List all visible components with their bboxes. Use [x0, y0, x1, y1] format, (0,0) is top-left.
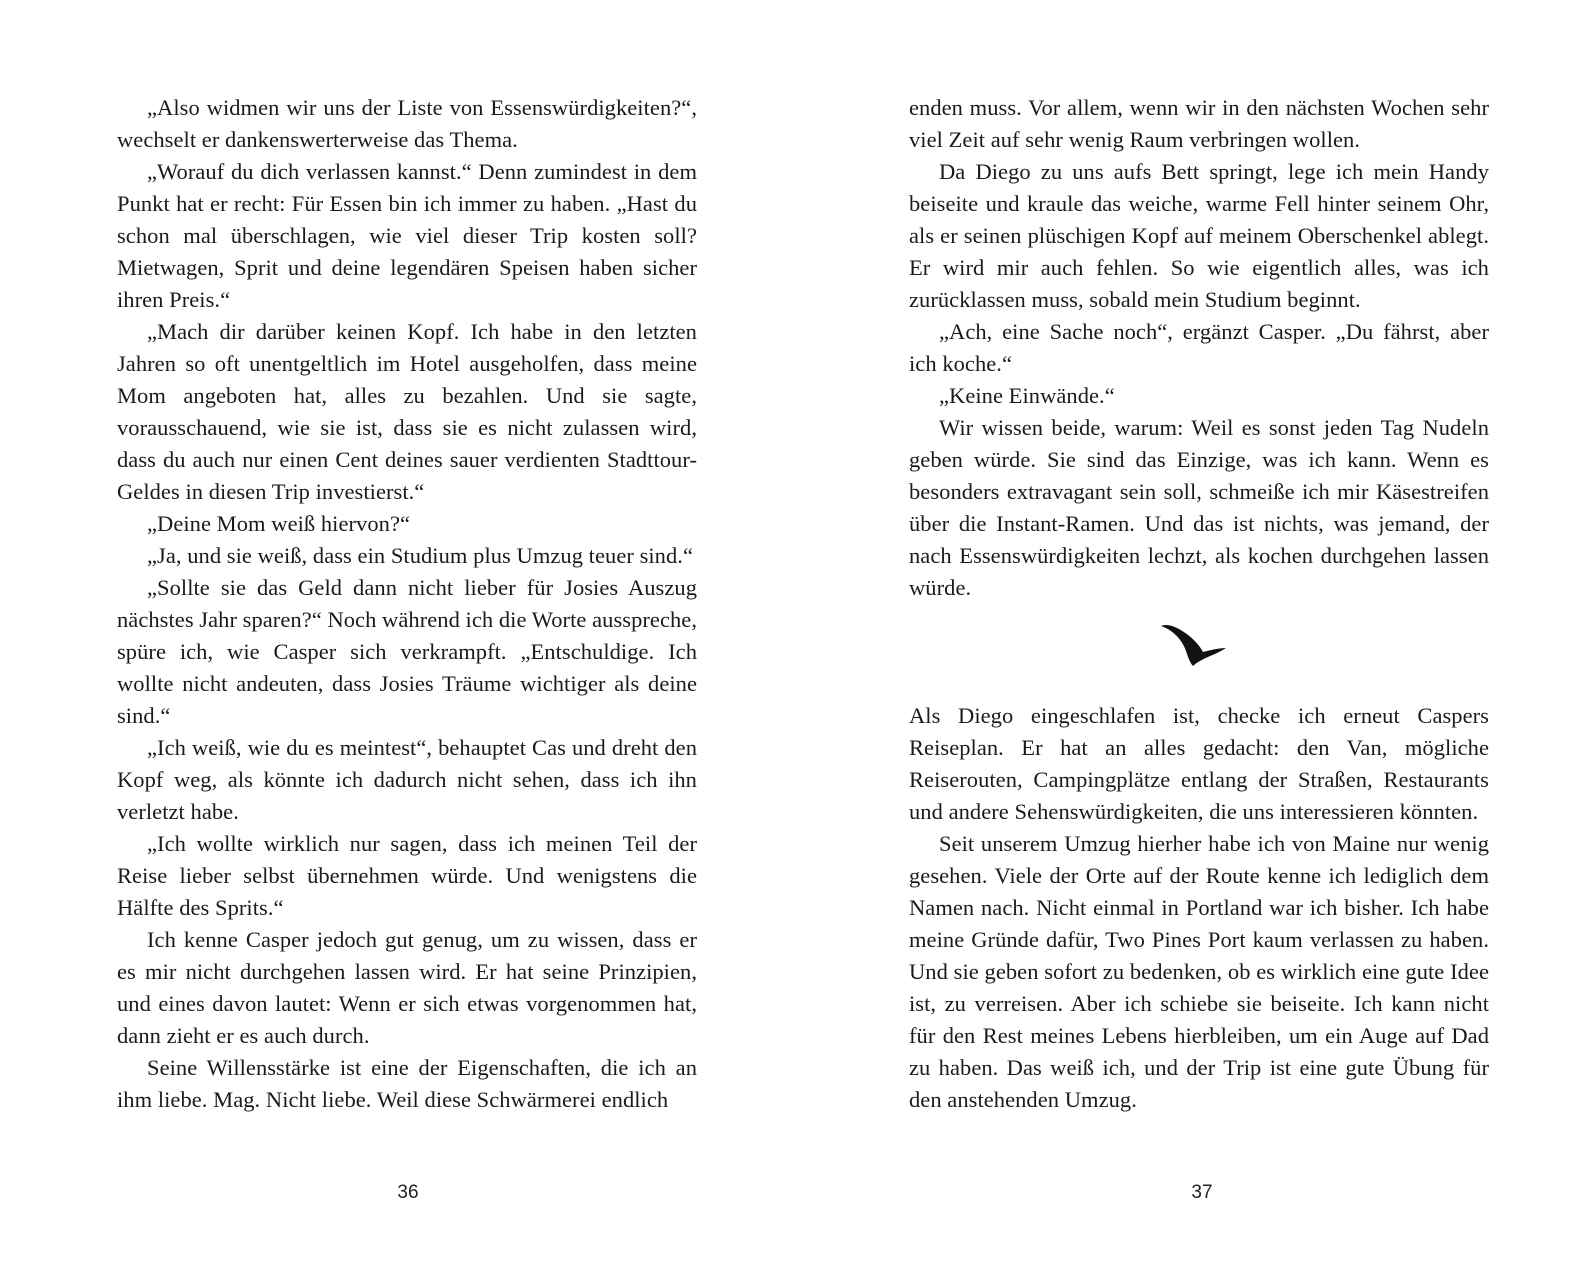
- paragraph: Ich kenne Casper jedoch gut genug, um zu wissen, dass er es mir nicht durchgehen lassen wird. Er hat seine Prinzipien, und eines davon lautet: Wenn er sich etwas vorgenommen hat, dann zieht er es auch durch.: [117, 927, 697, 1048]
- paragraph: „Ich wollte wirklich nur sagen, dass ich meinen Teil der Reise lieber selbst übernehmen würde. Und wenigstens die Hälfte des Sprits.“: [117, 831, 697, 920]
- paragraph: Seine Willensstärke ist eine der Eigenschaften, die ich an ihm liebe. Mag. Nicht liebe. Weil diese Schwärmerei endlich: [117, 1055, 697, 1112]
- page-number-right: 37: [1191, 1182, 1213, 1203]
- paragraph: Seit unserem Umzug hierher habe ich von Maine nur wenig gesehen. Viele der Orte auf der Route kenne ich lediglich dem Namen nach. Nicht einmal in Portland war ich bisher. Ich habe meine Gründe dafür, Two Pines Port kaum verlassen zu haben. Und sie geben sofort zu bedenken, ob es wirklich eine gute Idee ist, zu verreisen. Aber ich schiebe sie beiseite. Ich kann nicht für den Rest meines Lebens hierbleiben, um ein Auge auf Dad zu haben. Das weiß ich, und der Trip ist eine gute Übung für den anstehenden Umzug.: [909, 831, 1489, 1112]
- paragraph: „Mach dir darüber keinen Kopf. Ich habe in den letzten Jahren so oft unentgeltlich im Hotel ausgeholfen, dass meine Mom angeboten hat, alles zu bezahlen. Und sie sagte, vorausschauend, wie sie ist, dass sie es nicht zulassen wird, dass du auch nur einen Cent deines sauer verdienten Stadttour-Geldes in diesen Trip investierst.“: [117, 319, 697, 504]
- right-page: [909, 92, 1489, 1116]
- paragraph: „Ja, und sie weiß, dass ein Studium plus Umzug teuer sind.“: [147, 543, 693, 568]
- paragraph: „Ich weiß, wie du es meintest“, behauptet Cas und dreht den Kopf weg, als könnte ich dadurch nicht sehen, dass ich ihn verletzt habe.: [117, 735, 697, 824]
- paragraph: „Sollte sie das Geld dann nicht lieber für Josies Auszug nächstes Jahr sparen?“ Noch während ich die Worte ausspreche, spüre ich, wie Casper sich verkrampft. „Entschuldige. Ich wollte nicht andeuten, dass Josies Träume wichtiger als deine sind.“: [117, 575, 697, 728]
- paragraph: „Also widmen wir uns der Liste von Essenswürdigkeiten?“, wechselt er dankenswerterweise das Thema.: [117, 95, 697, 152]
- left-page: [117, 92, 697, 1116]
- paragraph: Da Diego zu uns aufs Bett springt, lege ich mein Handy beiseite und kraule das weiche, warme Fell hinter seinem Ohr, als er seinen plüschigen Kopf auf meinem Oberschenkel ablegt. Er wird mir auch fehlen. So wie eigentlich alles, was ich zurücklassen muss, sobald mein Studium beginnt.: [909, 159, 1489, 312]
- paragraph: „Keine Einwände.“: [939, 383, 1115, 408]
- paragraph: „Deine Mom weiß hiervon?“: [147, 511, 411, 536]
- paragraph: enden muss. Vor allem, wenn wir in den nächsten Wochen sehr viel Zeit auf sehr wenig Raum verbringen wollen.: [909, 95, 1489, 152]
- paragraph: „Worauf du dich verlassen kannst.“ Denn zumindest in dem Punkt hat er recht: Für Essen bin ich immer zu haben. „Hast du schon mal überschlagen, wie viel dieser Trip kosten soll? Mietwagen, Sprit und deine legendären Speisen haben sicher ihren Preis.“: [117, 159, 697, 312]
- paragraph: Als Diego eingeschlafen ist, checke ich erneut Caspers Reiseplan. Er hat an alles gedacht: den Van, mögliche Reiserouten, Campingplätze entlang der Straßen, Restaurants und andere Sehenswürdigkeiten, die uns interessieren könnten.: [909, 703, 1489, 824]
- page-number-left: 36: [397, 1182, 419, 1203]
- paragraph: Wir wissen beide, warum: Weil es sonst jeden Tag Nudeln geben würde. Sie sind das Einzige, was ich kann. Wenn es besonders extravagant sein soll, schmeiße ich mir Käsestreifen über die Instant-Ramen. Und das ist nichts, was jemand, der nach Essenswürdigkeiten lechzt, als kochen durchgehen lassen würde.: [909, 415, 1489, 600]
- paragraph: „Ach, eine Sache noch“, ergänzt Casper. „Du fährst, aber ich koche.“: [909, 319, 1489, 376]
- section-divider: [909, 604, 1489, 700]
- seagull-icon: [1159, 620, 1227, 668]
